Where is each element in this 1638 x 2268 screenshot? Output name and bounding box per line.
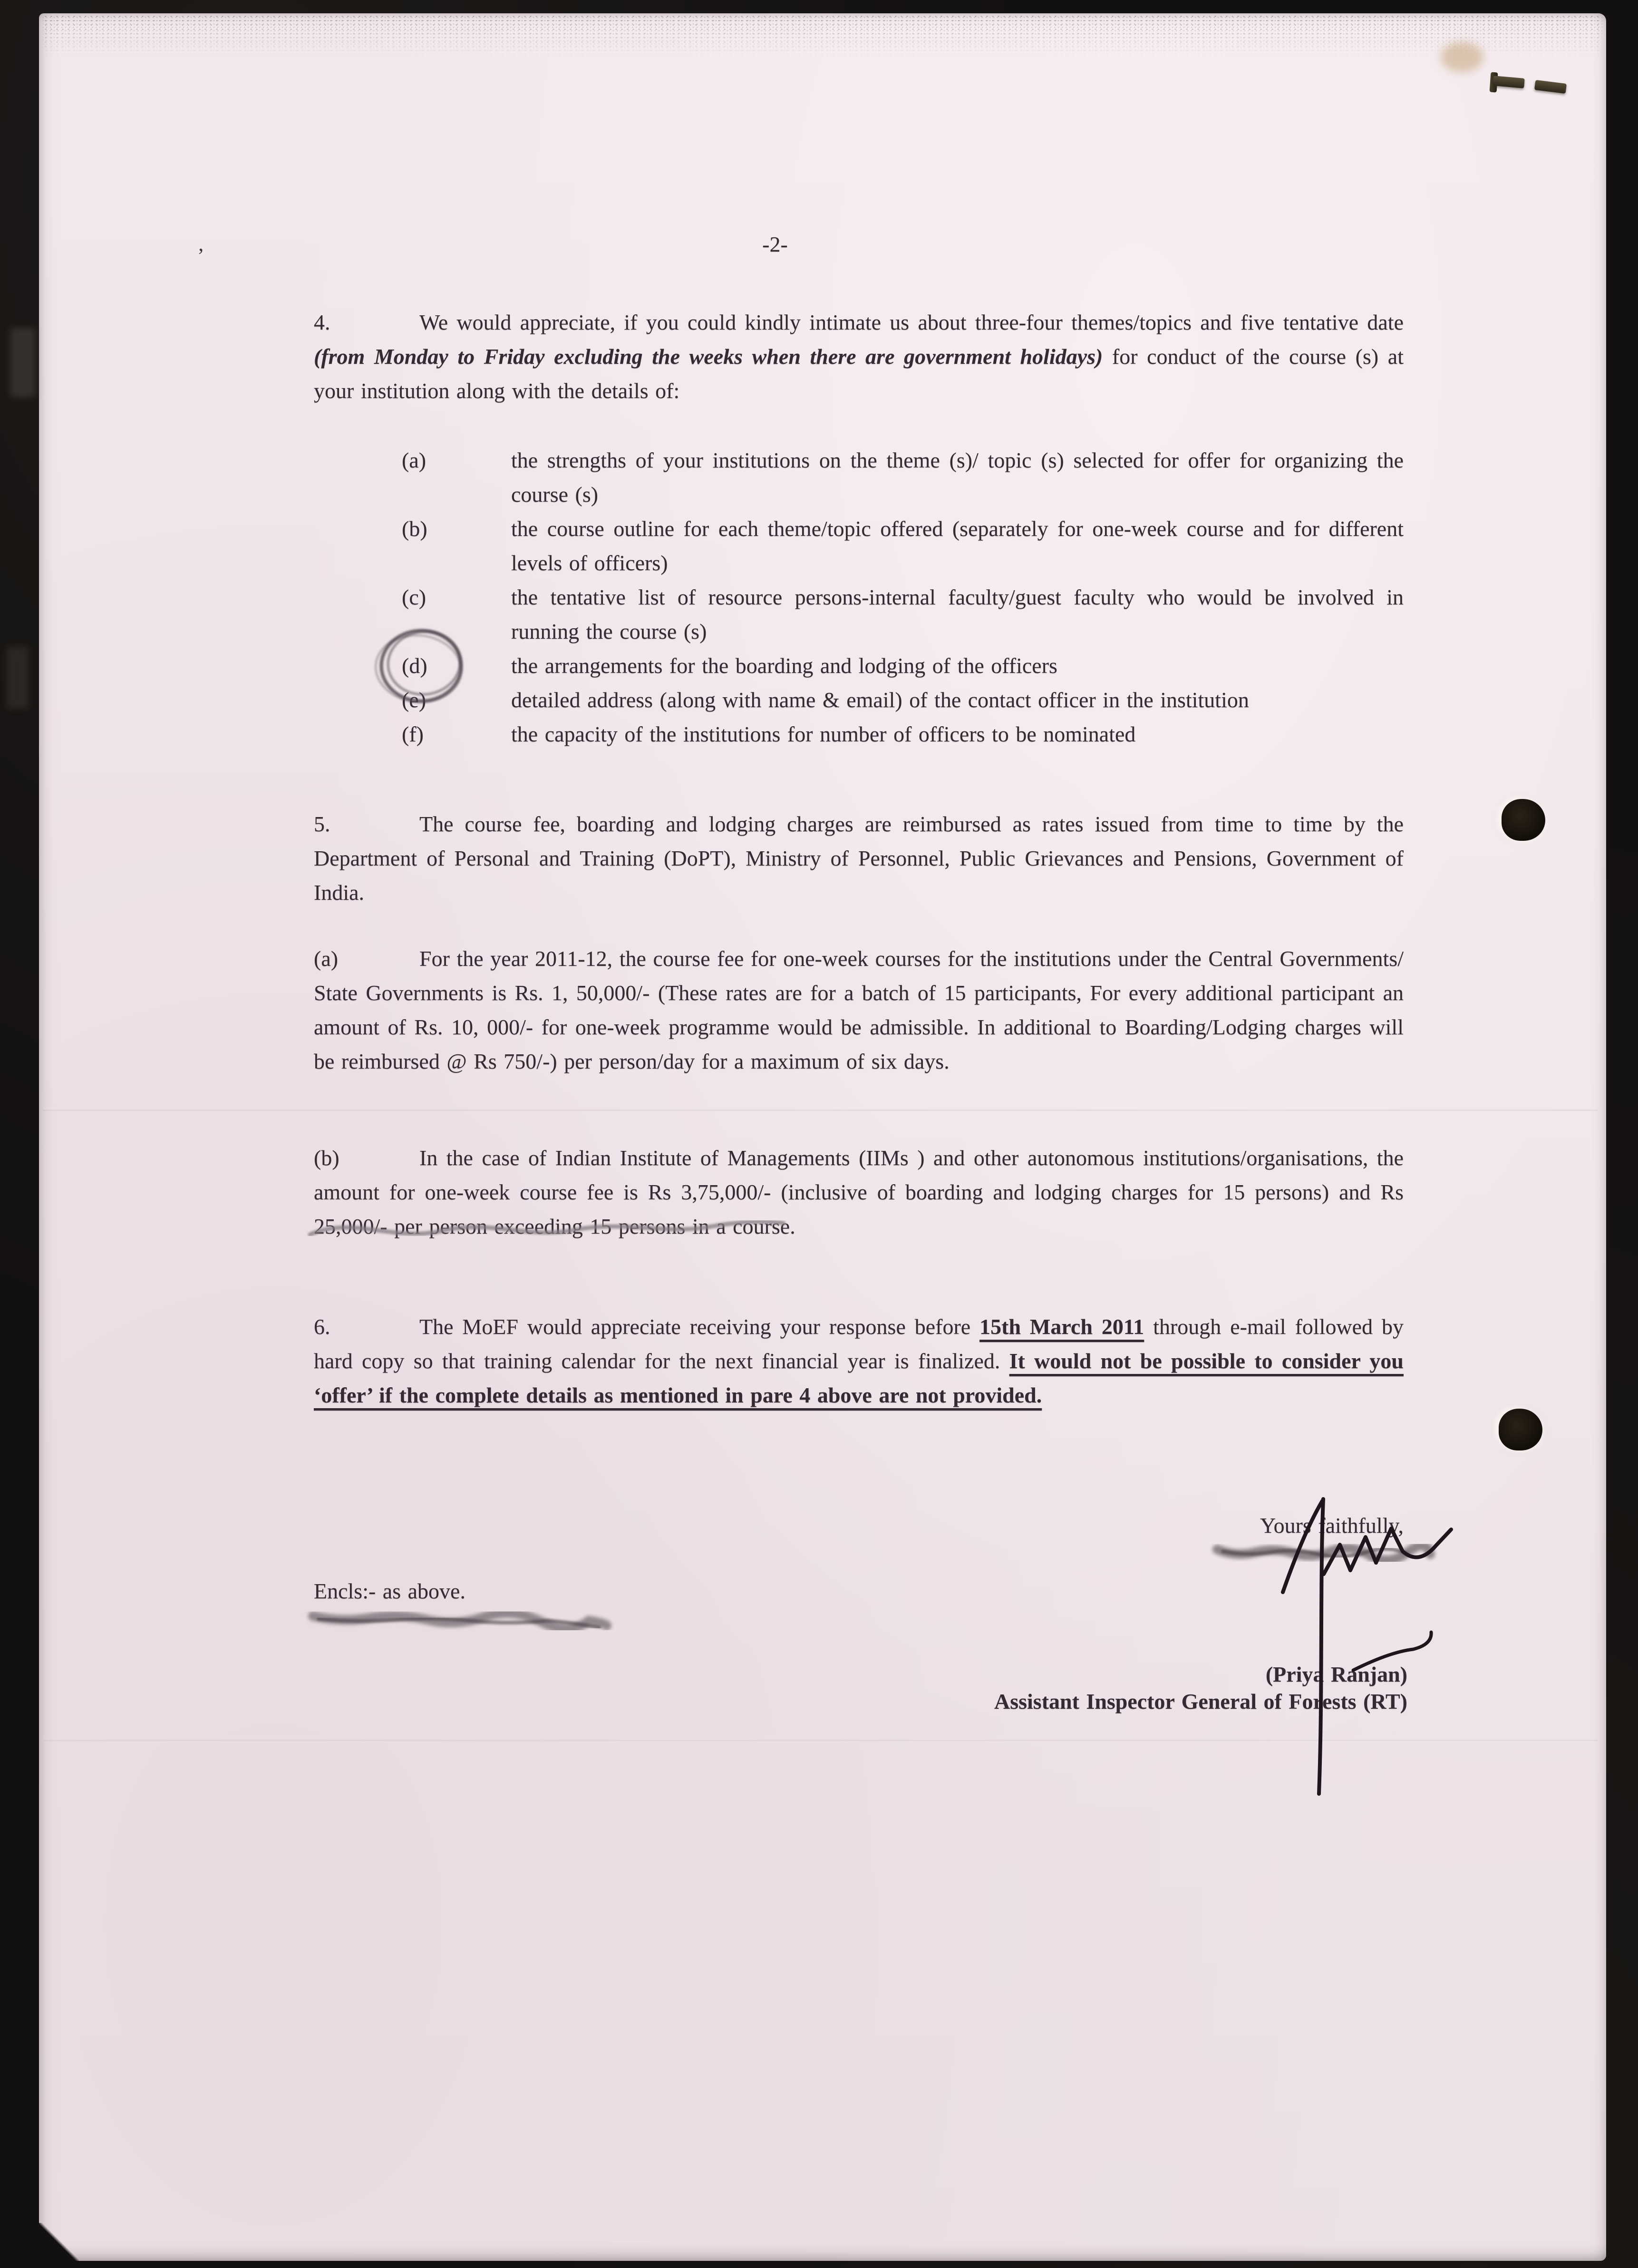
paragraph-text: In the case of Indian Institute of Managements (IIMs ) and other autonomous institutions/organisations, the amount for one-week course fee is Rs 3,75,000/- (inclusive of boarding and lodging charges for 15 persons) and Rs 25,000/- per person exceeding 15 persons in a course.: [314, 1146, 1404, 1238]
item-label: (a): [402, 448, 426, 472]
paragraph-label: (a): [314, 946, 339, 971]
item-text: the capacity of the institutions for number of officers to be nominated: [511, 722, 1136, 746]
item-text: the tentative list of resource persons-internal faculty/guest faculty who would be involved in running the course (s): [511, 585, 1404, 643]
item-text: detailed address (along with name & email) of the contact officer in the institution: [511, 688, 1249, 712]
scan-edge-smudge: [10, 328, 35, 397]
item-label: (b): [402, 516, 427, 541]
item-label: (d): [402, 653, 427, 678]
warning-text: It would not be possible to consider you ‘offer’ if the complete details as mentioned in pare 4 above are not provided.: [314, 1349, 1404, 1407]
paragraph-text: through e-mail followed by hard copy so that training calendar for the next financial year is finalized.: [314, 1314, 1404, 1373]
item-label: (c): [402, 585, 426, 609]
sub-item-list: [314, 443, 1404, 751]
paragraph-number: 4.: [314, 310, 330, 334]
deadline-text: 15th March 2011: [979, 1314, 1144, 1339]
list-item: [314, 443, 1404, 512]
paragraph-text: The MoEF would appreciate receiving your response before: [419, 1314, 980, 1339]
item-text: the course outline for each theme/topic offered (separately for one-week course and for different levels of officers): [511, 516, 1404, 575]
list-item: [314, 717, 1404, 751]
paragraph-text: For the year 2011-12, the course fee for one-week courses for the institutions under the Central Governments/ State Governments is Rs. 1, 50,000/- (These rates are for a batch of 15 participants, For every additional participant an amount of Rs. 10, 000/- for one-week programme would be admissible. In additional to Boarding/Lodging charges will be reimbursed @ Rs 750/-) per person/day for a maximum of six days.: [314, 946, 1404, 1073]
signatory-name: (Priya Ranjan): [1265, 1662, 1407, 1686]
item-text: the arrangements for the boarding and lodging of the officers: [511, 653, 1057, 678]
paragraph-6: [314, 1310, 1404, 1412]
paragraph-text: We would appreciate, if you could kindly intimate us about three-four themes/topics and five tentative date: [419, 310, 1404, 334]
paper-crease: [43, 1108, 1598, 1111]
emphasis-text: (from Monday to Friday excluding the weeks when there are government holidays): [314, 344, 1103, 369]
stray-mark: ’: [197, 244, 204, 267]
page-number: -2-: [762, 232, 788, 256]
paper-corner-cut: [39, 2223, 79, 2261]
signatory-title: Assistant Inspector General of Forests (RT): [994, 1689, 1407, 1713]
scan-edge-smudge: [7, 647, 29, 709]
paper-crease: [43, 1738, 1598, 1741]
punch-hole: [1502, 799, 1545, 841]
paragraph-5b: [314, 1141, 1404, 1244]
paragraph-text: for conduct of the course (s) at your institution along with the details of:: [314, 344, 1404, 403]
punch-hole: [1499, 1409, 1542, 1450]
signature-block: [314, 1661, 1407, 1715]
photocopy-speckle-band: [43, 14, 1602, 60]
list-item: [314, 512, 1404, 580]
list-item: [314, 683, 1404, 717]
item-text: the strengths of your institutions on the theme (s)/ topic (s) selected for offer for organizing the course (s): [511, 448, 1404, 506]
item-label: (f): [402, 722, 424, 746]
paragraph-label: (b): [314, 1146, 339, 1170]
rust-stain: [1441, 42, 1483, 72]
enclosure-note: Encls:- as above.: [314, 1579, 465, 1603]
item-label: (e): [402, 688, 426, 712]
paragraph-number: 5.: [314, 812, 330, 836]
list-item: [314, 580, 1404, 649]
paragraph-5a: [314, 942, 1404, 1079]
paragraph-number: 6.: [314, 1314, 330, 1339]
list-item-circled: [314, 649, 1404, 683]
paragraph-4: [314, 305, 1404, 408]
paragraph-text: The course fee, boarding and lodging charges are reimbursed as rates issued from time to time by the Department of Personal and Training (DoPT), Ministry of Personnel, Public Grievances and Pensions, Government of India.: [314, 812, 1404, 905]
valediction: Yours faithfully,: [1260, 1513, 1404, 1538]
paragraph-5: [314, 807, 1404, 910]
